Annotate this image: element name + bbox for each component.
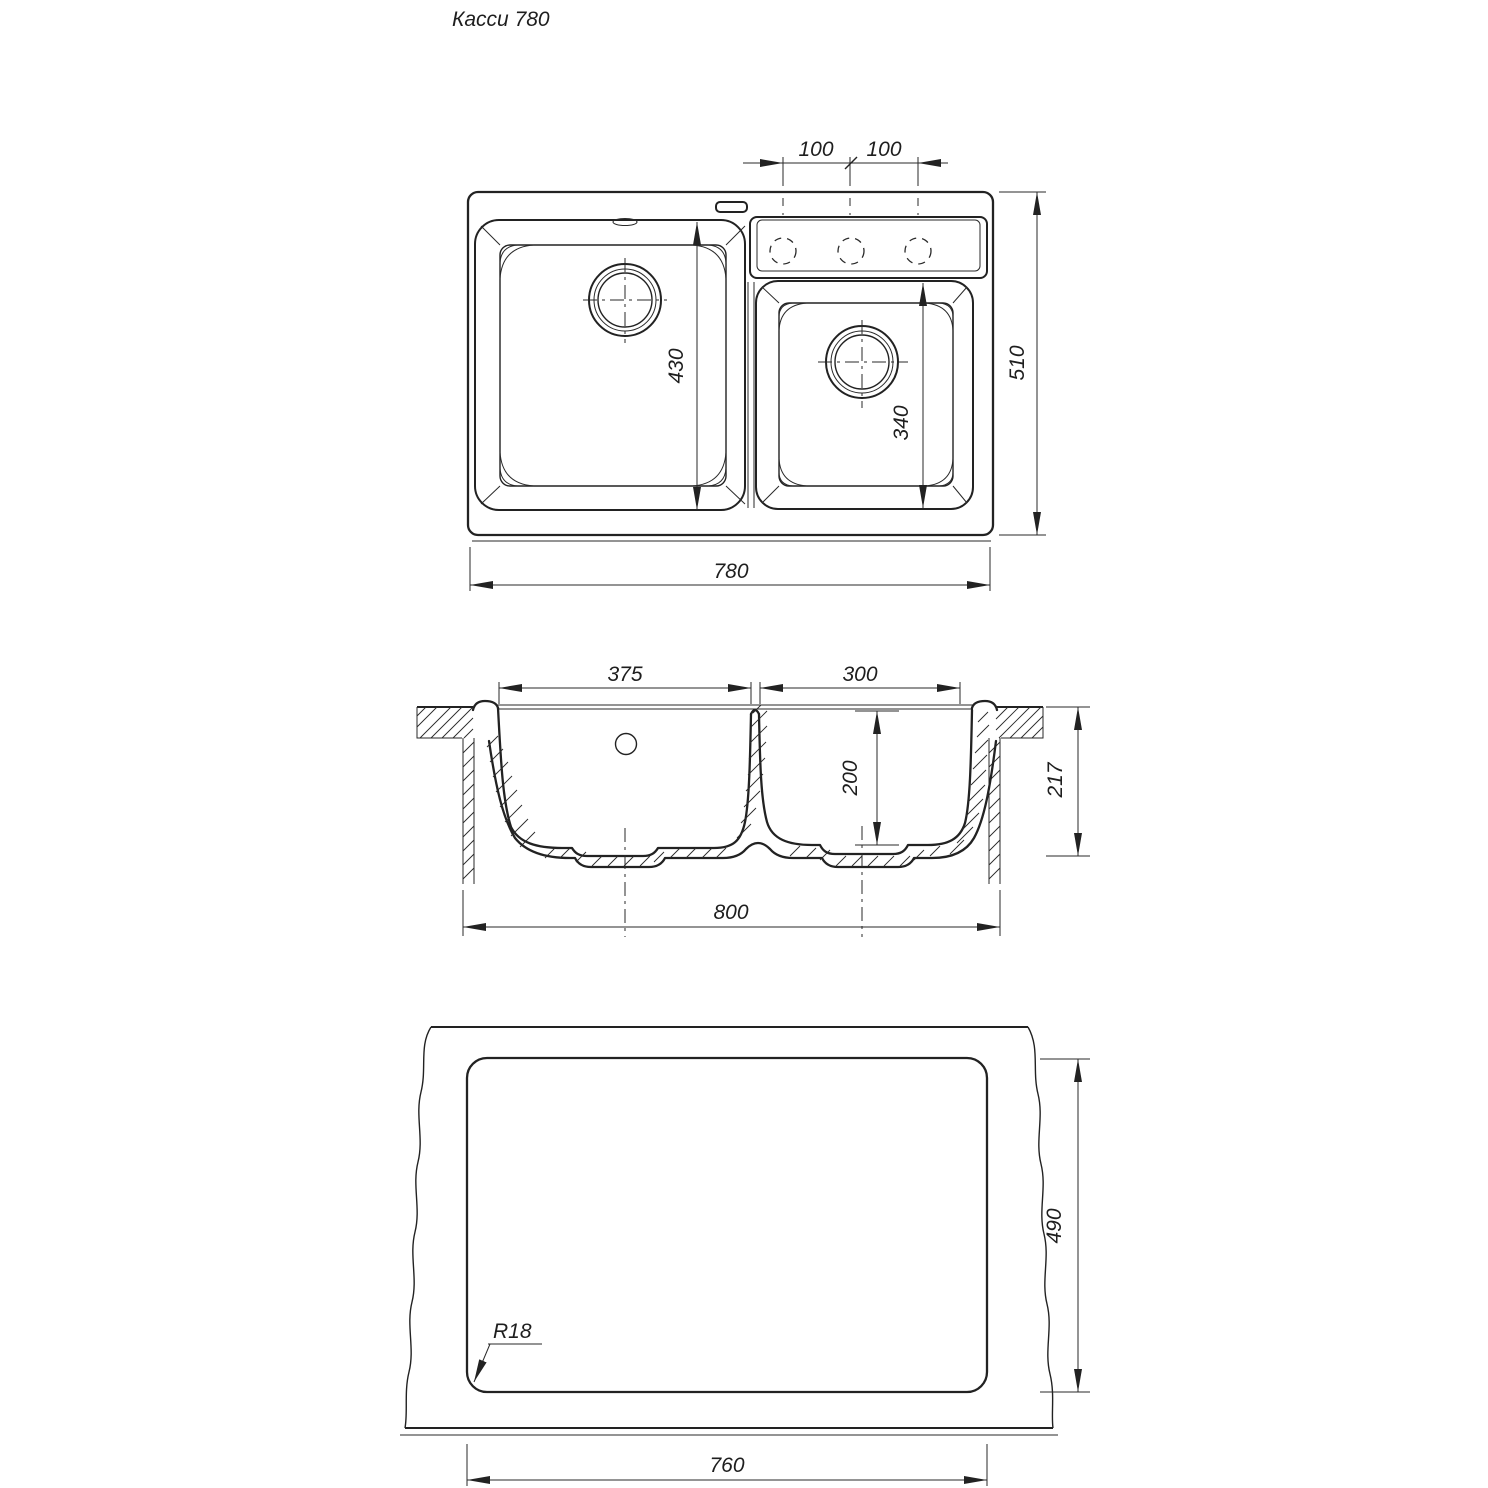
overflow-slot xyxy=(716,202,747,212)
left-drain-centerlines xyxy=(583,258,667,343)
top-view xyxy=(468,138,1046,591)
section-hatch xyxy=(487,705,989,866)
dim-right-bowl-width xyxy=(760,663,960,704)
dim-overall-height xyxy=(1044,707,1090,856)
bowl-divider xyxy=(748,282,754,508)
countertop-hatch xyxy=(417,707,1043,738)
tap-hole-right xyxy=(905,238,931,264)
dim-cutout-width-label: 760 xyxy=(709,1454,745,1477)
section-view xyxy=(417,663,1090,937)
dim-ext-dashes xyxy=(783,198,918,215)
dim-overall-depth-label: 510 xyxy=(1006,345,1029,381)
dim-right-bowl-width-label: 300 xyxy=(842,663,878,686)
right-bowl-section xyxy=(759,710,972,854)
right-bowl xyxy=(756,281,973,509)
dim-left-bowl-width xyxy=(499,663,751,704)
dim-hole-pitch-left-label: 100 xyxy=(798,138,834,161)
right-bowl-corner-fillets xyxy=(762,287,967,503)
break-line-left xyxy=(405,1027,431,1428)
dim-right-bowl-length xyxy=(890,283,923,508)
dim-right-bowl-length-label: 340 xyxy=(890,405,913,441)
sink-outline xyxy=(468,192,993,535)
countertop-ends xyxy=(417,707,1043,738)
dim-base-width xyxy=(463,890,1000,936)
dim-overall-height-label: 217 xyxy=(1044,762,1067,798)
dim-overall-depth xyxy=(999,192,1046,535)
dim-hole-pitch xyxy=(743,138,948,215)
left-bowl xyxy=(475,219,745,511)
dim-bowl-depth xyxy=(839,711,899,845)
overflow-hole-section xyxy=(616,734,637,755)
dim-ext-lines xyxy=(783,157,918,186)
dim-cutout-width xyxy=(467,1444,987,1486)
left-bowl-rim xyxy=(475,220,745,510)
tap-panel-outline xyxy=(750,217,987,278)
cutout-view xyxy=(400,1027,1090,1486)
dim-bowl-depth-label: 200 xyxy=(839,760,862,796)
drawing-title: Касси 780 xyxy=(452,8,550,31)
dim-hole-pitch-right-label: 100 xyxy=(866,138,902,161)
dim-overall-width xyxy=(470,547,990,591)
dim-cutout-depth-label: 490 xyxy=(1043,1208,1066,1244)
corner-radius-label: R18 xyxy=(493,1320,532,1343)
tap-panel-inner xyxy=(757,220,980,271)
tap-hole-left xyxy=(770,238,796,264)
cutout-outline xyxy=(467,1058,987,1392)
cabinet-sides xyxy=(463,738,1000,884)
dim-overall-width-label: 780 xyxy=(713,560,749,583)
radius-leader xyxy=(474,1344,490,1382)
left-bowl-inner xyxy=(500,245,726,486)
dim-cutout-depth xyxy=(1040,1059,1090,1392)
dim-left-bowl-width-label: 375 xyxy=(607,663,643,686)
left-bowl-corner-fillets xyxy=(481,226,745,504)
deck-edge-lines xyxy=(497,705,973,709)
right-bowl-inner xyxy=(779,303,953,486)
radius-callout xyxy=(474,1320,542,1382)
dim-left-bowl-length-label: 430 xyxy=(665,348,688,384)
dim-base-width-label: 800 xyxy=(713,901,749,924)
tap-hole-center xyxy=(838,238,864,264)
dim-left-bowl-length xyxy=(665,222,697,510)
right-bowl-rim xyxy=(756,281,973,509)
tap-panel xyxy=(750,217,987,278)
